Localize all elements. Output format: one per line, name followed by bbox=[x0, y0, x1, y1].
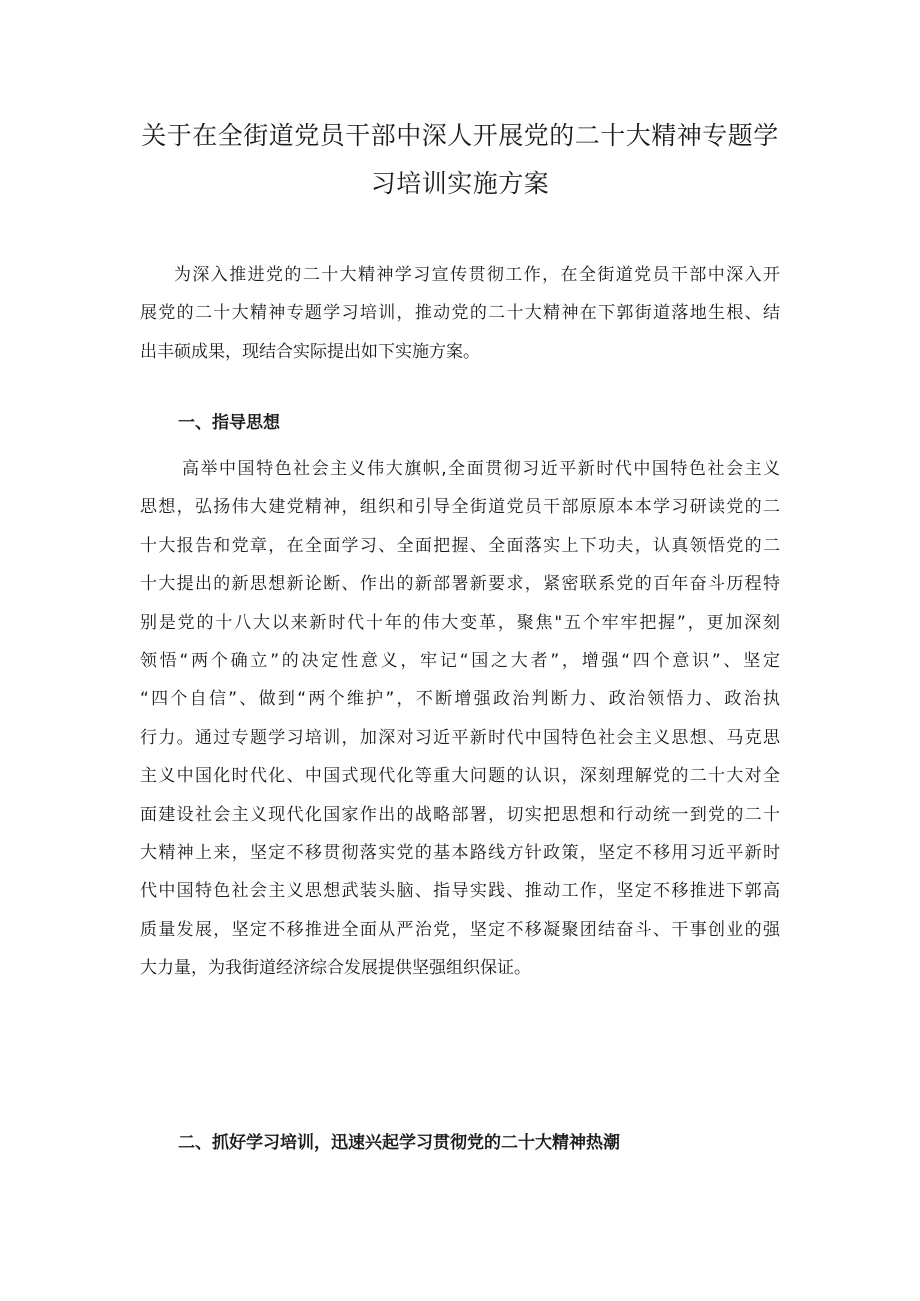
paragraph-line: 行力。通过专题学习培训，加深对习近平新时代中国特色社会主义思想、马克思 bbox=[140, 727, 780, 748]
paragraph-line: 大力量，为我街道经济综合发展提供坚强组织保证。 bbox=[140, 958, 531, 979]
title-line: 关于在全街道党员干部中深人开展党的二十大精神专题学 bbox=[141, 121, 779, 150]
paragraph-line: 面建设社会主义现代化国家作出的战略部署，切实把思想和行动统一到党的二十 bbox=[140, 804, 780, 825]
paragraph-line: 为深入推进党的二十大精神学习宣传贯彻工作，在全街道党员干部中深入开 bbox=[174, 265, 780, 285]
intro-paragraph bbox=[140, 256, 780, 371]
paragraph-line: 主义中国化时代化、中国式现代化等重大问题的认识，深刻理解党的二十大对全 bbox=[140, 766, 780, 787]
paragraph-line: 十大报告和党章，在全面学习、全面把握、全面落实上下功夫，认真领悟党的二 bbox=[140, 535, 780, 556]
paragraph-line: 高举中国特色社会主义伟大旗帜,全面贯彻习近平新时代中国特色社会主义 bbox=[182, 459, 780, 479]
document-title bbox=[130, 112, 790, 208]
paragraph-line: 出丰硕成果，现结合实际提出如下实施方案。 bbox=[140, 341, 480, 362]
section-heading: 一、指导思想 bbox=[178, 413, 280, 433]
section1-paragraph bbox=[140, 450, 780, 988]
paragraph-line: 思想，弘扬伟大建党精神，组织和引导全街道党员干部原原本本学习研读党的二 bbox=[140, 497, 780, 518]
paragraph-line: “四个自信”、做到“两个维护”，不断增强政治判断力、政治领悟力、政治执 bbox=[140, 689, 780, 710]
section-heading: 二、抓好学习培训，迅速兴起学习贯彻党的二十大精神热潮 bbox=[178, 1133, 620, 1153]
paragraph-line: 别是党的十八大以来新时代十年的伟大变革，聚焦"五个牢牢把握”，更加深刻 bbox=[140, 612, 780, 633]
paragraph-line: 代中国特色社会主义思想武装头脑、指导实践、推动工作，坚定不移推进下郭高 bbox=[140, 881, 780, 902]
paragraph-line: 质量发展，坚定不移推进全面从严治党，坚定不移凝聚团结奋斗、干事创业的强 bbox=[140, 919, 780, 940]
paragraph-line: 展党的二十大精神专题学习培训，推动党的二十大精神在下郭街道落地生根、结 bbox=[140, 303, 780, 324]
paragraph-line: 大精神上来，坚定不移贯彻落实党的基本路线方针政策，坚定不移用习近平新时 bbox=[140, 843, 780, 864]
paragraph-line: 十大提出的新思想新论断、作出的新部署新要求，紧密联系党的百年奋斗历程特 bbox=[140, 574, 780, 595]
paragraph-line: 领悟“两个确立”的决定性意义，牢记“国之大者”，增强“四个意识”、坚定 bbox=[140, 651, 780, 672]
title-line: 习培训实施方案 bbox=[370, 169, 550, 198]
